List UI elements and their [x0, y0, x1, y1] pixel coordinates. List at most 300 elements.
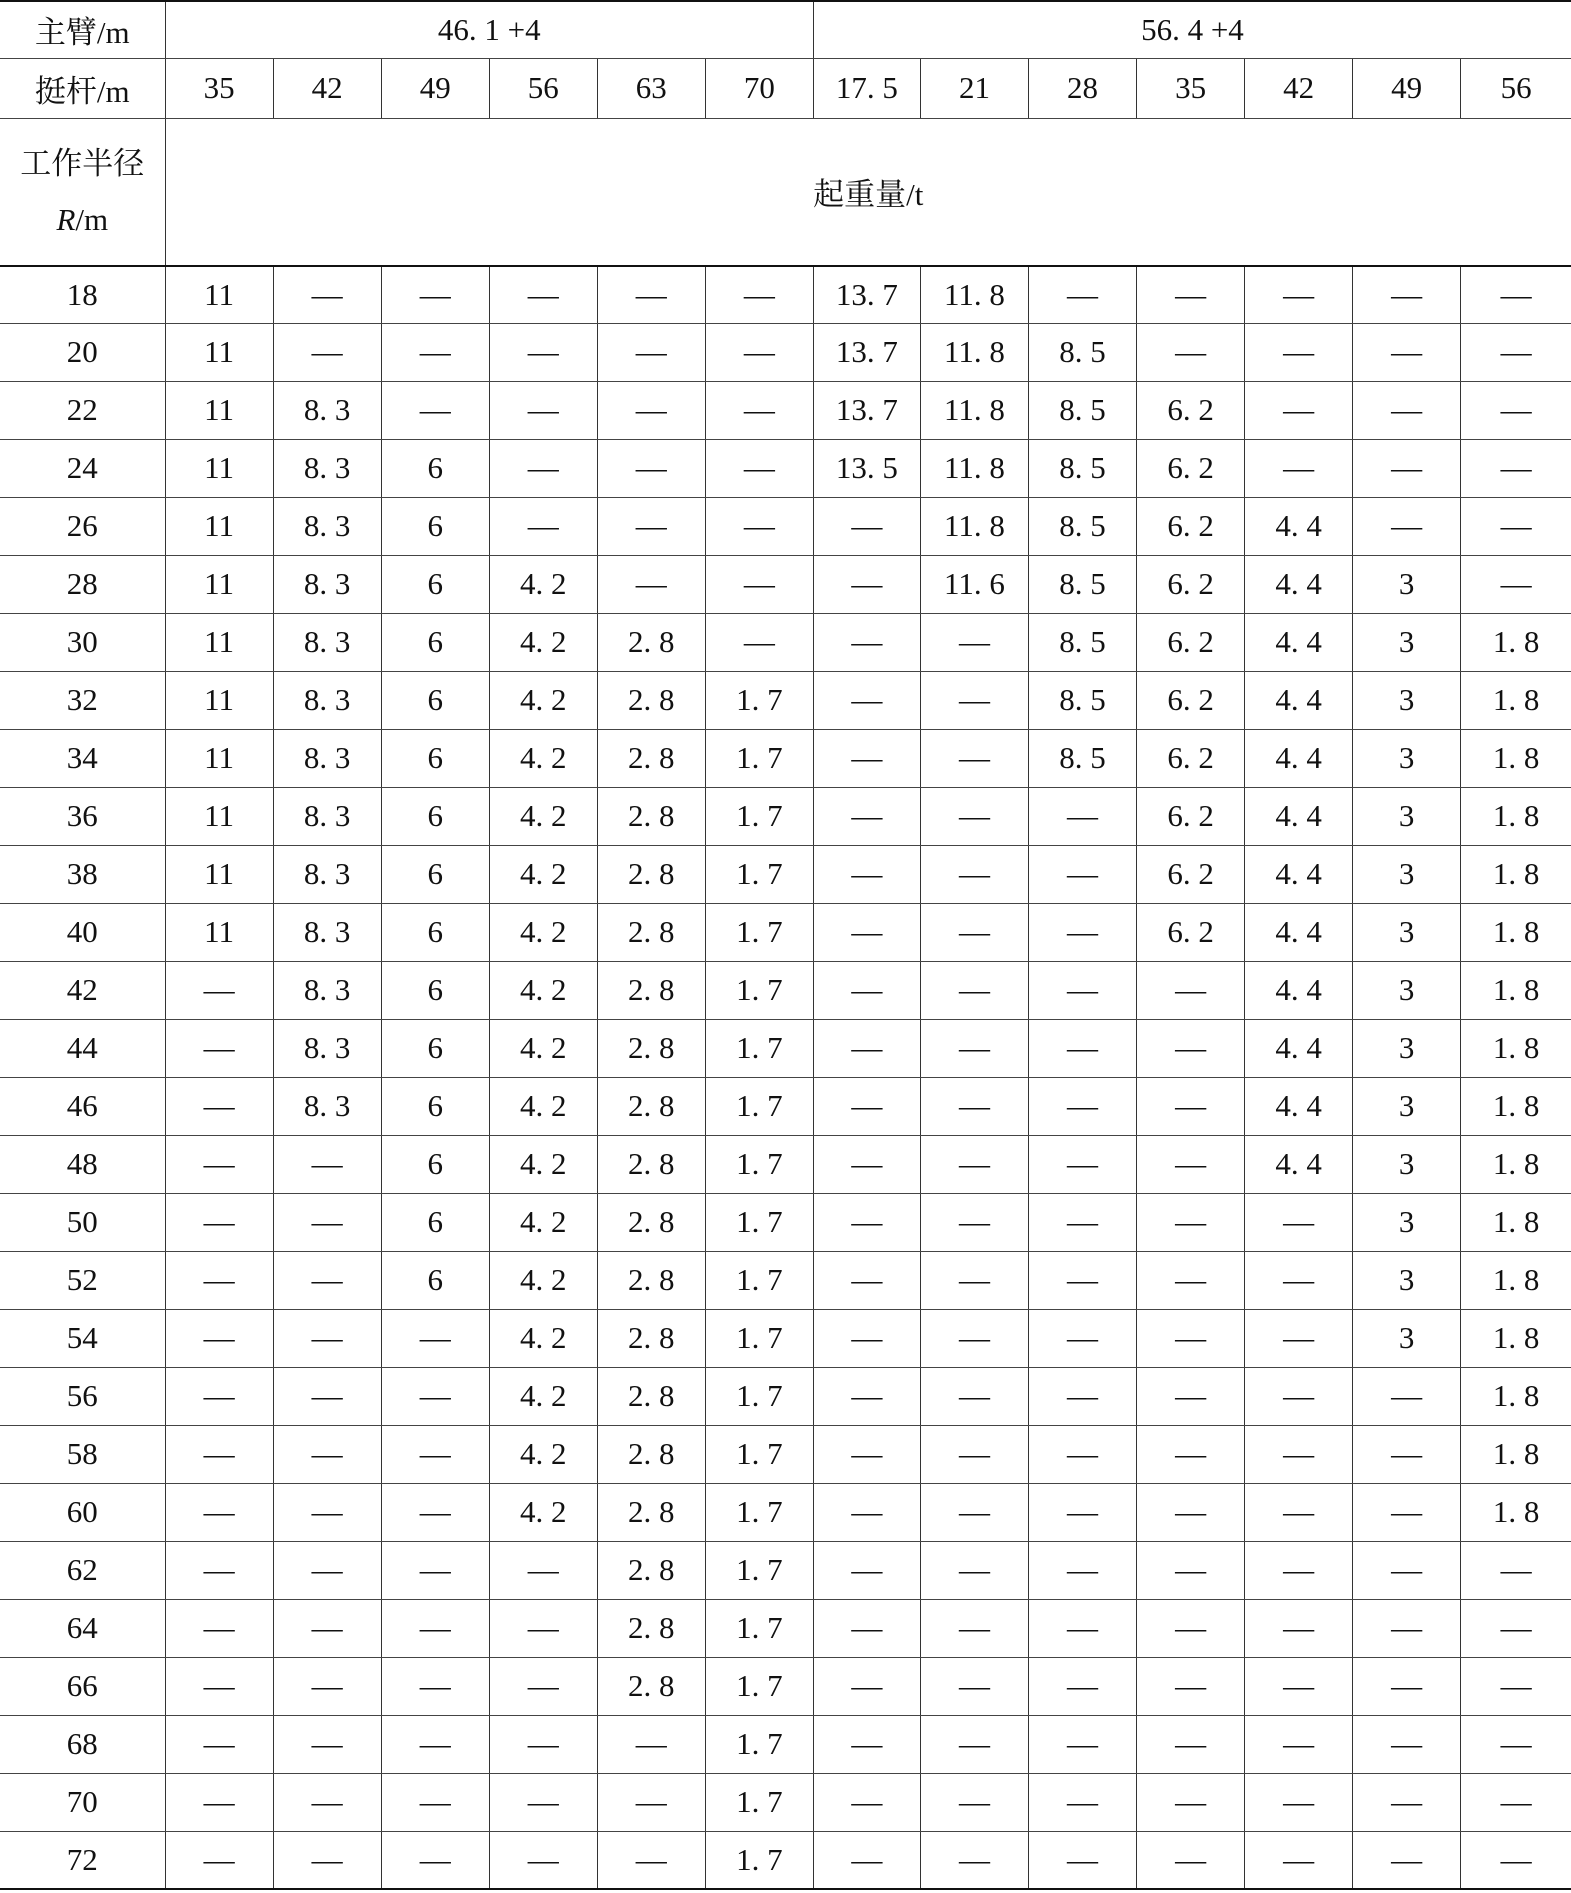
capacity-cell: — — [920, 1425, 1028, 1483]
capacity-cell: 4. 2 — [489, 1483, 597, 1541]
capacity-cell: 1. 8 — [1461, 787, 1571, 845]
capacity-cell: — — [165, 1251, 273, 1309]
capacity-cell: 1. 7 — [705, 1135, 813, 1193]
radius-cell: 68 — [0, 1715, 165, 1773]
capacity-cell: — — [920, 1019, 1028, 1077]
capacity-cell: — — [920, 1715, 1028, 1773]
capacity-cell: 6. 2 — [1137, 613, 1245, 671]
capacity-cell: 1. 7 — [705, 1483, 813, 1541]
capacity-cell: — — [1245, 1425, 1353, 1483]
table-row — [0, 845, 1571, 903]
capacity-cell: 2. 8 — [597, 845, 705, 903]
capacity-cell: — — [920, 1541, 1028, 1599]
capacity-cell: 8. 3 — [273, 555, 381, 613]
capacity-cell: 11 — [165, 497, 273, 555]
capacity-cell: — — [1245, 1715, 1353, 1773]
capacity-cell: 1. 7 — [705, 671, 813, 729]
capacity-cell: 2. 8 — [597, 1425, 705, 1483]
table-row — [0, 1077, 1571, 1135]
capacity-cell: 4. 4 — [1245, 961, 1353, 1019]
capacity-cell: 1. 7 — [705, 1425, 813, 1483]
capacity-cell: 11 — [165, 266, 273, 323]
jib-length: 42 — [273, 58, 381, 118]
table-row — [0, 1425, 1571, 1483]
jib-length: 42 — [1245, 58, 1353, 118]
table-row — [0, 1773, 1571, 1831]
capacity-cell: 4. 2 — [489, 555, 597, 613]
capacity-cell: — — [1137, 1773, 1245, 1831]
capacity-cell: 2. 8 — [597, 1367, 705, 1425]
capacity-cell: — — [1137, 1367, 1245, 1425]
capacity-cell: 3 — [1353, 787, 1461, 845]
capacity-cell: 4. 4 — [1245, 729, 1353, 787]
radius-cell: 66 — [0, 1657, 165, 1715]
capacity-cell: — — [273, 1773, 381, 1831]
capacity-cell: — — [813, 729, 920, 787]
capacity-cell: — — [813, 1367, 920, 1425]
capacity-cell: 6 — [381, 961, 489, 1019]
table-row — [0, 1251, 1571, 1309]
capacity-cell: 1. 8 — [1461, 1483, 1571, 1541]
capacity-cell: 4. 2 — [489, 1309, 597, 1367]
capacity-cell: — — [1353, 497, 1461, 555]
capacity-cell: 6 — [381, 555, 489, 613]
capacity-cell: 1. 7 — [705, 1251, 813, 1309]
capacity-cell: — — [1029, 1773, 1137, 1831]
capacity-cell: 1. 7 — [705, 903, 813, 961]
capacity-cell: — — [1137, 1483, 1245, 1541]
capacity-cell: 1. 7 — [705, 1077, 813, 1135]
capacity-cell: 4. 4 — [1245, 497, 1353, 555]
table-row — [0, 1657, 1571, 1715]
capacity-cell: 4. 2 — [489, 961, 597, 1019]
capacity-cell: 8. 5 — [1029, 729, 1137, 787]
capacity-cell: — — [920, 1483, 1028, 1541]
radius-cell: 18 — [0, 266, 165, 323]
capacity-cell: — — [705, 381, 813, 439]
capacity-cell: 6 — [381, 671, 489, 729]
capacity-cell: — — [273, 1657, 381, 1715]
capacity-cell: — — [1245, 381, 1353, 439]
capacity-cell: — — [1137, 1251, 1245, 1309]
capacity-cell: 1. 7 — [705, 1541, 813, 1599]
capacity-cell: — — [813, 497, 920, 555]
radius-cell: 50 — [0, 1193, 165, 1251]
radius-cell: 56 — [0, 1367, 165, 1425]
capacity-cell: 1. 8 — [1461, 729, 1571, 787]
table-row — [0, 1599, 1571, 1657]
capacity-cell: — — [1461, 497, 1571, 555]
capacity-cell: 3 — [1353, 1019, 1461, 1077]
capacity-cell: — — [381, 266, 489, 323]
capacity-cell: 3 — [1353, 555, 1461, 613]
capacity-cell: — — [597, 266, 705, 323]
capacity-cell: — — [489, 323, 597, 381]
capacity-cell: 1. 7 — [705, 1773, 813, 1831]
capacity-cell: — — [920, 1657, 1028, 1715]
capacity-cell: — — [1029, 845, 1137, 903]
capacity-cell: 8. 3 — [273, 381, 381, 439]
capacity-cell: 4. 4 — [1245, 671, 1353, 729]
capacity-cell: — — [1461, 1715, 1571, 1773]
capacity-cell: 6. 2 — [1137, 381, 1245, 439]
capacity-cell: — — [1137, 1657, 1245, 1715]
table-row — [0, 497, 1571, 555]
capacity-cell: — — [813, 1831, 920, 1889]
jib-length: 70 — [705, 58, 813, 118]
capacity-cell: — — [1353, 1541, 1461, 1599]
capacity-cell: 1. 8 — [1461, 1193, 1571, 1251]
capacity-cell: — — [1029, 1077, 1137, 1135]
capacity-cell: — — [381, 1367, 489, 1425]
capacity-cell: 4. 2 — [489, 903, 597, 961]
capacity-cell: — — [920, 1367, 1028, 1425]
capacity-cell: 4. 4 — [1245, 845, 1353, 903]
capacity-cell: — — [705, 439, 813, 497]
capacity-cell: — — [1245, 1367, 1353, 1425]
table-row — [0, 671, 1571, 729]
capacity-cell: — — [813, 1657, 920, 1715]
capacity-cell: — — [489, 1773, 597, 1831]
capacity-cell: 6. 2 — [1137, 903, 1245, 961]
table-row — [0, 903, 1571, 961]
capacity-cell: — — [165, 1193, 273, 1251]
capacity-cell: — — [813, 671, 920, 729]
capacity-cell: 6 — [381, 497, 489, 555]
jib-length: 21 — [920, 58, 1028, 118]
capacity-cell: 3 — [1353, 1251, 1461, 1309]
table-row — [0, 1309, 1571, 1367]
capacity-cell: 4. 2 — [489, 787, 597, 845]
capacity-cell: 3 — [1353, 845, 1461, 903]
capacity-cell: 2. 8 — [597, 1077, 705, 1135]
capacity-cell: 3 — [1353, 961, 1461, 1019]
capacity-cell: — — [597, 439, 705, 497]
radius-unit: /m — [75, 201, 109, 237]
capacity-cell: — — [1245, 1657, 1353, 1715]
capacity-cell: 6 — [381, 1077, 489, 1135]
table-row — [0, 613, 1571, 671]
main-boom-group-2: 56. 4 +4 — [813, 1, 1571, 58]
capacity-cell: — — [597, 1715, 705, 1773]
capacity-cell: — — [1137, 961, 1245, 1019]
capacity-cell: — — [813, 1251, 920, 1309]
capacity-cell: — — [1029, 787, 1137, 845]
capacity-cell: 11. 6 — [920, 555, 1028, 613]
capacity-cell: — — [1137, 1077, 1245, 1135]
capacity-cell: — — [813, 961, 920, 1019]
capacity-cell: — — [813, 903, 920, 961]
capacity-cell: 2. 8 — [597, 1019, 705, 1077]
capacity-cell: — — [273, 1193, 381, 1251]
capacity-cell: 1. 8 — [1461, 671, 1571, 729]
jib-label: 挺杆/m — [0, 58, 165, 118]
radius-cell: 26 — [0, 497, 165, 555]
capacity-cell: — — [273, 1831, 381, 1889]
main-boom-label: 主臂/m — [0, 1, 165, 58]
capacity-cell: — — [813, 555, 920, 613]
capacity-cell: 8. 3 — [273, 439, 381, 497]
capacity-cell: 6. 2 — [1137, 787, 1245, 845]
capacity-cell: — — [1029, 1309, 1137, 1367]
table-row — [0, 381, 1571, 439]
capacity-cell: — — [705, 555, 813, 613]
capacity-cell: — — [1245, 266, 1353, 323]
capacity-cell: — — [1353, 1831, 1461, 1889]
capacity-cell: — — [165, 1077, 273, 1135]
capacity-cell: — — [1029, 1367, 1137, 1425]
capacity-cell: — — [1029, 1425, 1137, 1483]
capacity-cell: 3 — [1353, 613, 1461, 671]
radius-cell: 32 — [0, 671, 165, 729]
capacity-cell: — — [1137, 1019, 1245, 1077]
capacity-cell: — — [1353, 439, 1461, 497]
capacity-cell: — — [1353, 1425, 1461, 1483]
capacity-cell: 4. 4 — [1245, 1135, 1353, 1193]
capacity-cell: — — [1461, 1599, 1571, 1657]
capacity-cell: — — [1137, 266, 1245, 323]
capacity-cell: — — [813, 1309, 920, 1367]
capacity-cell: — — [813, 1193, 920, 1251]
capacity-cell: 4. 4 — [1245, 787, 1353, 845]
radius-cell: 30 — [0, 613, 165, 671]
radius-cell: 52 — [0, 1251, 165, 1309]
working-radius-label-line1: 工作半径 — [20, 145, 145, 181]
capacity-cell: 1. 7 — [705, 961, 813, 1019]
radius-cell: 58 — [0, 1425, 165, 1483]
capacity-cell: — — [1245, 1309, 1353, 1367]
capacity-cell: — — [1353, 1773, 1461, 1831]
capacity-cell: — — [920, 1193, 1028, 1251]
capacity-cell: — — [489, 1599, 597, 1657]
capacity-cell: — — [1245, 1541, 1353, 1599]
radius-cell: 48 — [0, 1135, 165, 1193]
capacity-cell: — — [1137, 1309, 1245, 1367]
capacity-cell: 6. 2 — [1137, 729, 1245, 787]
capacity-cell: 8. 3 — [273, 1077, 381, 1135]
radius-cell: 24 — [0, 439, 165, 497]
capacity-cell: — — [1353, 1367, 1461, 1425]
capacity-cell: 6 — [381, 439, 489, 497]
radius-cell: 44 — [0, 1019, 165, 1077]
radius-cell: 38 — [0, 845, 165, 903]
capacity-cell: — — [1245, 323, 1353, 381]
capacity-cell: 4. 2 — [489, 1019, 597, 1077]
capacity-cell: 11. 8 — [920, 266, 1028, 323]
capacity-cell: — — [381, 1309, 489, 1367]
capacity-cell: — — [489, 266, 597, 323]
capacity-cell: 2. 8 — [597, 613, 705, 671]
capacity-cell: 2. 8 — [597, 1193, 705, 1251]
radius-cell: 70 — [0, 1773, 165, 1831]
capacity-cell: — — [920, 961, 1028, 1019]
capacity-cell: 1. 7 — [705, 1831, 813, 1889]
capacity-cell: — — [381, 1773, 489, 1831]
capacity-cell: 8. 5 — [1029, 381, 1137, 439]
capacity-cell: 13. 7 — [813, 323, 920, 381]
capacity-cell: 6 — [381, 1135, 489, 1193]
capacity-cell: — — [381, 1599, 489, 1657]
capacity-cell: — — [1461, 439, 1571, 497]
capacity-cell: — — [489, 1657, 597, 1715]
capacity-cell: 3 — [1353, 671, 1461, 729]
capacity-cell: — — [1029, 1657, 1137, 1715]
capacity-cell: 1. 7 — [705, 1367, 813, 1425]
capacity-cell: 13. 7 — [813, 381, 920, 439]
capacity-cell: 3 — [1353, 1135, 1461, 1193]
capacity-cell: 8. 5 — [1029, 671, 1137, 729]
capacity-cell: — — [920, 1309, 1028, 1367]
capacity-cell: — — [489, 1541, 597, 1599]
capacity-cell: 2. 8 — [597, 1251, 705, 1309]
jib-length: 35 — [165, 58, 273, 118]
table-row — [0, 323, 1571, 381]
capacity-label: 起重量/t — [165, 118, 1571, 266]
capacity-cell: — — [165, 1367, 273, 1425]
table-row — [0, 1019, 1571, 1077]
capacity-cell: — — [1245, 1599, 1353, 1657]
capacity-cell: — — [597, 1831, 705, 1889]
capacity-cell: — — [813, 1715, 920, 1773]
capacity-cell: — — [813, 613, 920, 671]
capacity-cell: — — [813, 787, 920, 845]
capacity-cell: 13. 7 — [813, 266, 920, 323]
capacity-cell: — — [1137, 323, 1245, 381]
capacity-cell: 4. 4 — [1245, 903, 1353, 961]
main-boom-group-1: 46. 1 +4 — [165, 1, 813, 58]
capacity-cell: 1. 7 — [705, 1657, 813, 1715]
capacity-cell: — — [1353, 266, 1461, 323]
capacity-cell: — — [273, 1599, 381, 1657]
capacity-cell: — — [489, 1831, 597, 1889]
capacity-cell: 11. 8 — [920, 497, 1028, 555]
capacity-cell: — — [1353, 323, 1461, 381]
capacity-cell: 4. 4 — [1245, 1019, 1353, 1077]
capacity-cell: 1. 8 — [1461, 1309, 1571, 1367]
capacity-cell: — — [489, 381, 597, 439]
capacity-cell: — — [1137, 1599, 1245, 1657]
capacity-cell: — — [273, 1541, 381, 1599]
capacity-cell: — — [1029, 266, 1137, 323]
capacity-cell: — — [813, 1541, 920, 1599]
capacity-cell: — — [1029, 903, 1137, 961]
capacity-cell: 6 — [381, 1193, 489, 1251]
capacity-cell: 8. 3 — [273, 961, 381, 1019]
capacity-cell: 11 — [165, 381, 273, 439]
header-row-main-boom — [0, 1, 1571, 58]
table-row — [0, 1193, 1571, 1251]
capacity-cell: — — [1353, 1483, 1461, 1541]
capacity-cell: — — [1137, 1193, 1245, 1251]
capacity-cell: 4. 4 — [1245, 1077, 1353, 1135]
capacity-cell: 2. 8 — [597, 671, 705, 729]
capacity-cell: 11 — [165, 323, 273, 381]
capacity-cell: 11 — [165, 903, 273, 961]
capacity-cell: 4. 2 — [489, 671, 597, 729]
capacity-cell: 1. 8 — [1461, 903, 1571, 961]
capacity-cell: 8. 5 — [1029, 439, 1137, 497]
capacity-cell: — — [165, 1019, 273, 1077]
capacity-cell: 2. 8 — [597, 787, 705, 845]
capacity-cell: — — [381, 381, 489, 439]
capacity-cell: 2. 8 — [597, 729, 705, 787]
capacity-cell: 3 — [1353, 729, 1461, 787]
table-row — [0, 1367, 1571, 1425]
capacity-cell: 1. 8 — [1461, 845, 1571, 903]
capacity-cell: 6. 2 — [1137, 439, 1245, 497]
capacity-cell: — — [920, 1251, 1028, 1309]
jib-length: 49 — [1353, 58, 1461, 118]
table-row — [0, 439, 1571, 497]
capacity-cell: 2. 8 — [597, 961, 705, 1019]
capacity-cell: — — [165, 1309, 273, 1367]
capacity-cell: 1. 8 — [1461, 1251, 1571, 1309]
capacity-cell: — — [273, 1425, 381, 1483]
capacity-cell: — — [597, 381, 705, 439]
capacity-cell: — — [1029, 1599, 1137, 1657]
capacity-cell: — — [165, 1773, 273, 1831]
capacity-cell: — — [1029, 1483, 1137, 1541]
capacity-cell: — — [813, 1019, 920, 1077]
jib-length: 63 — [597, 58, 705, 118]
capacity-cell: — — [920, 1831, 1028, 1889]
radius-cell: 28 — [0, 555, 165, 613]
jib-length: 35 — [1137, 58, 1245, 118]
radius-cell: 64 — [0, 1599, 165, 1657]
capacity-cell: — — [920, 671, 1028, 729]
capacity-cell: — — [1461, 555, 1571, 613]
capacity-cell: — — [597, 555, 705, 613]
capacity-cell: 11 — [165, 845, 273, 903]
capacity-cell: — — [813, 1773, 920, 1831]
capacity-cell: — — [273, 1483, 381, 1541]
capacity-cell: — — [597, 1773, 705, 1831]
capacity-cell: 4. 2 — [489, 1135, 597, 1193]
capacity-cell: 1. 8 — [1461, 961, 1571, 1019]
capacity-cell: — — [165, 1831, 273, 1889]
capacity-cell: — — [1245, 1773, 1353, 1831]
capacity-cell: — — [1137, 1135, 1245, 1193]
capacity-cell: 8. 3 — [273, 497, 381, 555]
capacity-cell: 1. 7 — [705, 1715, 813, 1773]
capacity-cell: — — [381, 1715, 489, 1773]
capacity-cell: 1. 7 — [705, 1599, 813, 1657]
capacity-cell: — — [1245, 439, 1353, 497]
capacity-cell: — — [1137, 1831, 1245, 1889]
capacity-cell: 8. 5 — [1029, 323, 1137, 381]
capacity-cell: — — [1029, 1715, 1137, 1773]
capacity-cell: 11 — [165, 613, 273, 671]
table-row — [0, 729, 1571, 787]
capacity-cell: — — [1245, 1193, 1353, 1251]
capacity-cell: — — [1245, 1831, 1353, 1889]
capacity-cell: 8. 5 — [1029, 613, 1137, 671]
capacity-cell: 2. 8 — [597, 1657, 705, 1715]
radius-cell: 72 — [0, 1831, 165, 1889]
capacity-cell: 6. 2 — [1137, 845, 1245, 903]
capacity-cell: 8. 3 — [273, 729, 381, 787]
capacity-cell: — — [165, 1599, 273, 1657]
capacity-cell: 1. 8 — [1461, 1019, 1571, 1077]
capacity-cell: 13. 5 — [813, 439, 920, 497]
capacity-cell: 1. 7 — [705, 1019, 813, 1077]
capacity-cell: — — [920, 787, 1028, 845]
capacity-cell: 1. 8 — [1461, 1135, 1571, 1193]
capacity-cell: — — [920, 903, 1028, 961]
capacity-cell: — — [165, 1425, 273, 1483]
table-row — [0, 1715, 1571, 1773]
capacity-cell: 1. 8 — [1461, 1367, 1571, 1425]
